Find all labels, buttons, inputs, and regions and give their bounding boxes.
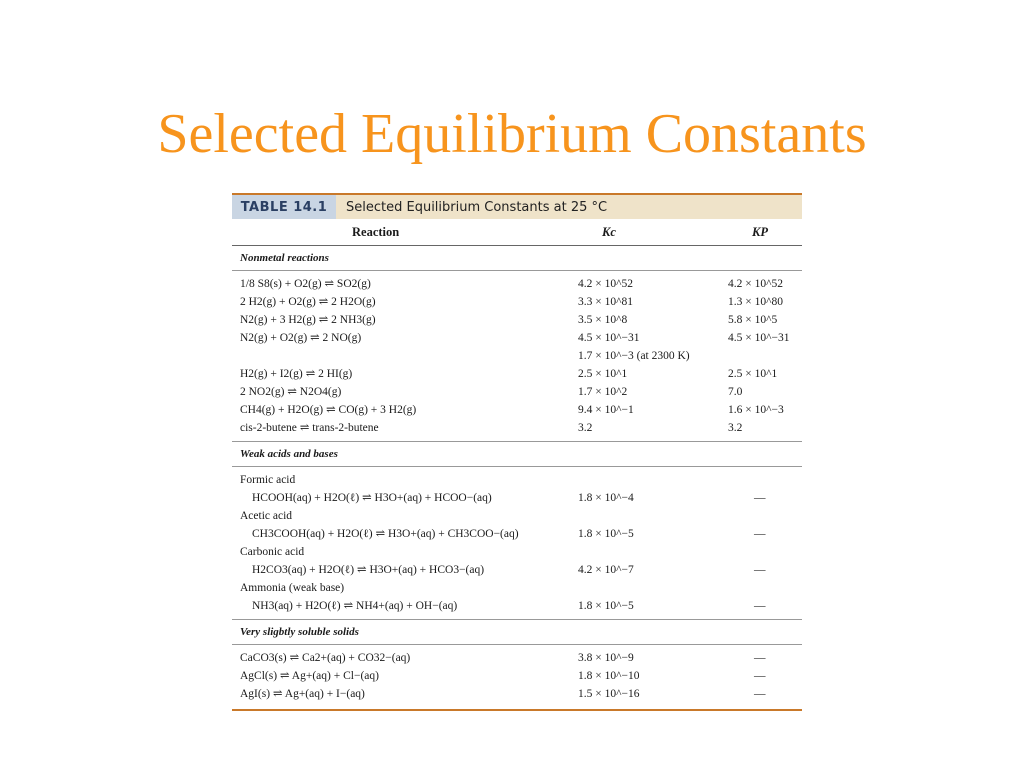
acid-label: Carbonic acid <box>240 546 305 558</box>
table-row <box>232 293 802 311</box>
reaction-cell: H2CO3(aq) + H2O(ℓ) ⇌ H3O+(aq) + HCO3−(aq) <box>252 564 485 576</box>
kp-cell: — <box>754 528 766 540</box>
section-title: Very sligbtly soluble solids <box>232 619 802 645</box>
table-row <box>232 401 802 419</box>
kp-cell: — <box>754 600 766 612</box>
table-row <box>232 649 802 667</box>
kc-cell: 3.3 × 10^81 <box>578 296 634 308</box>
table-row <box>232 311 802 329</box>
table-row <box>232 347 802 365</box>
reaction-cell: H2(g) + I2(g) ⇌ 2 HI(g) <box>240 368 353 380</box>
reaction-cell: CH3COOH(aq) + H2O(ℓ) ⇌ H3O+(aq) + CH3COO−(aq) <box>252 528 519 540</box>
table-row <box>232 275 802 293</box>
kc-cell: 1.8 × 10^−5 <box>578 528 634 540</box>
kc-cell: 1.8 × 10^−4 <box>578 492 634 504</box>
table-number: TABLE 14.1 <box>232 195 336 219</box>
table-header-bar <box>232 193 802 219</box>
section-rows <box>232 467 802 619</box>
table-bottom-rule <box>232 709 802 711</box>
kc-cell: 3.8 × 10^−9 <box>578 652 634 664</box>
kc-cell: 4.2 × 10^52 <box>578 278 634 290</box>
reaction-cell: CH4(g) + H2O(g) ⇌ CO(g) + 3 H2(g) <box>240 404 417 416</box>
kp-cell: — <box>754 564 766 576</box>
reaction-cell: 1/8 S8(s) + O2(g) ⇌ SO2(g) <box>240 278 371 290</box>
kc-column-header: Kc <box>602 225 616 239</box>
kp-column-header: KP <box>752 225 768 239</box>
reaction-cell: N2(g) + O2(g) ⇌ 2 NO(g) <box>240 332 362 344</box>
table-row <box>232 597 802 615</box>
reaction-cell: cis-2-butene ⇌ trans-2-butene <box>240 422 379 434</box>
kp-cell: — <box>754 670 766 682</box>
reaction-cell: AgCl(s) ⇌ Ag+(aq) + Cl−(aq) <box>240 670 379 682</box>
kp-cell: 5.8 × 10^5 <box>728 314 778 326</box>
kc-cell: 1.8 × 10^−5 <box>578 600 634 612</box>
table-row <box>232 471 802 489</box>
table-row <box>232 489 802 507</box>
section-rows <box>232 645 802 707</box>
kp-cell: 4.2 × 10^52 <box>728 278 784 290</box>
section-title: Weak acids and bases <box>232 441 802 467</box>
column-headers <box>232 219 802 246</box>
table-row <box>232 667 802 685</box>
reaction-cell: NH3(aq) + H2O(ℓ) ⇌ NH4+(aq) + OH−(aq) <box>252 600 458 612</box>
kc-cell: 2.5 × 10^1 <box>578 368 628 380</box>
reaction-cell: 2 NO2(g) ⇌ N2O4(g) <box>240 386 342 398</box>
acid-label: Acetic acid <box>240 510 293 522</box>
kp-cell: — <box>754 652 766 664</box>
kp-cell: — <box>754 492 766 504</box>
kp-cell: 1.6 × 10^−3 <box>728 404 784 416</box>
kc-cell: 9.4 × 10^−1 <box>578 404 634 416</box>
kp-cell: 2.5 × 10^1 <box>728 368 778 380</box>
table-row <box>232 365 802 383</box>
kc-cell: 3.2 <box>578 422 593 434</box>
kc-cell: 1.8 × 10^−10 <box>578 670 640 682</box>
table-row <box>232 383 802 401</box>
table-row <box>232 685 802 703</box>
kc-cell: 1.7 × 10^2 <box>578 386 628 398</box>
table-row <box>232 329 802 347</box>
kp-cell: 4.5 × 10^−31 <box>728 332 790 344</box>
table-row <box>232 507 802 525</box>
kp-cell: — <box>754 688 766 700</box>
kc-cell: 1.5 × 10^−16 <box>578 688 640 700</box>
kc-cell: 4.5 × 10^−31 <box>578 332 640 344</box>
table-caption: Selected Equilibrium Constants at 25 °C <box>346 199 608 215</box>
kp-cell: 1.3 × 10^80 <box>728 296 784 308</box>
section-rows <box>232 271 802 441</box>
kp-cell: 3.2 <box>728 422 743 434</box>
reaction-cell: N2(g) + 3 H2(g) ⇌ 2 NH3(g) <box>240 314 376 326</box>
reaction-cell: CaCO3(s) ⇌ Ca2+(aq) + CO32−(aq) <box>240 652 411 664</box>
kc-cell: 3.5 × 10^8 <box>578 314 628 326</box>
table-row <box>232 419 802 437</box>
kc-cell: 1.7 × 10^−3 (at 2300 K) <box>578 350 690 362</box>
reaction-cell: 2 H2(g) + O2(g) ⇌ 2 H2O(g) <box>240 296 376 308</box>
equilibrium-table <box>232 193 802 711</box>
section-title: Nonmetal reactions <box>232 246 802 271</box>
acid-label: Formic acid <box>240 474 296 486</box>
kc-cell: 4.2 × 10^−7 <box>578 564 634 576</box>
table-row <box>232 543 802 561</box>
table-row <box>232 525 802 543</box>
slide-title: Selected Equilibrium Constants <box>157 103 867 165</box>
table-row <box>232 579 802 597</box>
table-row <box>232 561 802 579</box>
reaction-column-header: Reaction <box>352 225 400 239</box>
reaction-cell: AgI(s) ⇌ Ag+(aq) + I−(aq) <box>240 688 365 700</box>
kp-cell: 7.0 <box>728 386 743 398</box>
reaction-cell: HCOOH(aq) + H2O(ℓ) ⇌ H3O+(aq) + HCOO−(aq) <box>252 492 492 504</box>
acid-label: Ammonia (weak base) <box>240 582 345 594</box>
